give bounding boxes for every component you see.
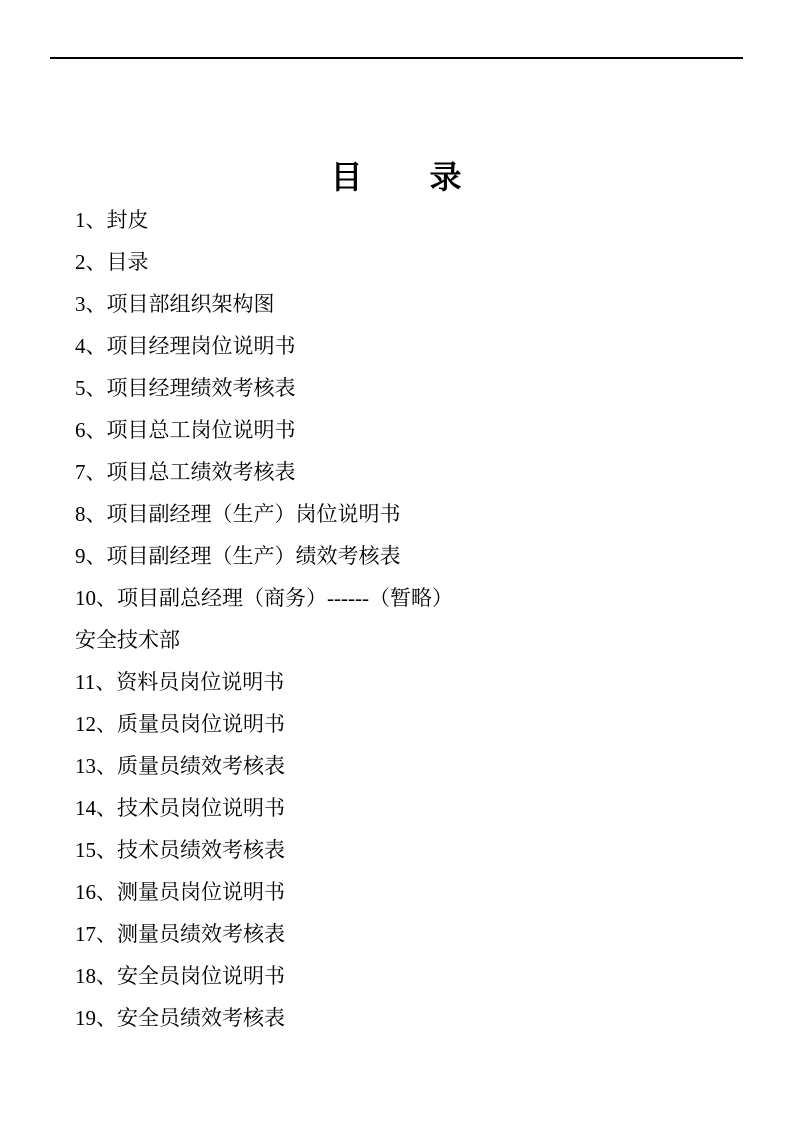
toc-entry: 2、目录: [75, 249, 149, 274]
toc-entry: 12、质量员岗位说明书: [75, 711, 285, 736]
toc-entry: 5、项目经理绩效考核表: [75, 375, 296, 400]
toc-entry: 17、测量员绩效考核表: [75, 921, 285, 946]
toc-entry: 1、封皮: [75, 207, 149, 232]
header-rule: [50, 57, 743, 59]
toc-entry: 7、项目总工绩效考核表: [75, 459, 296, 484]
toc-entry: 16、测量员岗位说明书: [75, 879, 285, 904]
toc-entry: 8、项目副经理（生产）岗位说明书: [75, 501, 401, 526]
toc-entry: 10、项目副总经理（商务）------（暂略）: [75, 585, 453, 610]
toc-section-header: 安全技术部: [75, 627, 180, 652]
toc-entry: 18、安全员岗位说明书: [75, 963, 285, 988]
toc-entry: 4、项目经理岗位说明书: [75, 333, 296, 358]
toc-list: [75, 199, 763, 1039]
toc-entry: 11、资料员岗位说明书: [75, 669, 285, 694]
page-title: 目 录: [330, 159, 463, 195]
toc-entry: 15、技术员绩效考核表: [75, 837, 285, 862]
toc-entry: 14、技术员岗位说明书: [75, 795, 285, 820]
toc-entry: 19、安全员绩效考核表: [75, 1005, 285, 1030]
toc-entry: 3、项目部组织架构图: [75, 291, 275, 316]
toc-entry: 9、项目副经理（生产）绩效考核表: [75, 543, 401, 568]
toc-entry: 6、项目总工岗位说明书: [75, 417, 296, 442]
toc-entry: 13、质量员绩效考核表: [75, 753, 285, 778]
